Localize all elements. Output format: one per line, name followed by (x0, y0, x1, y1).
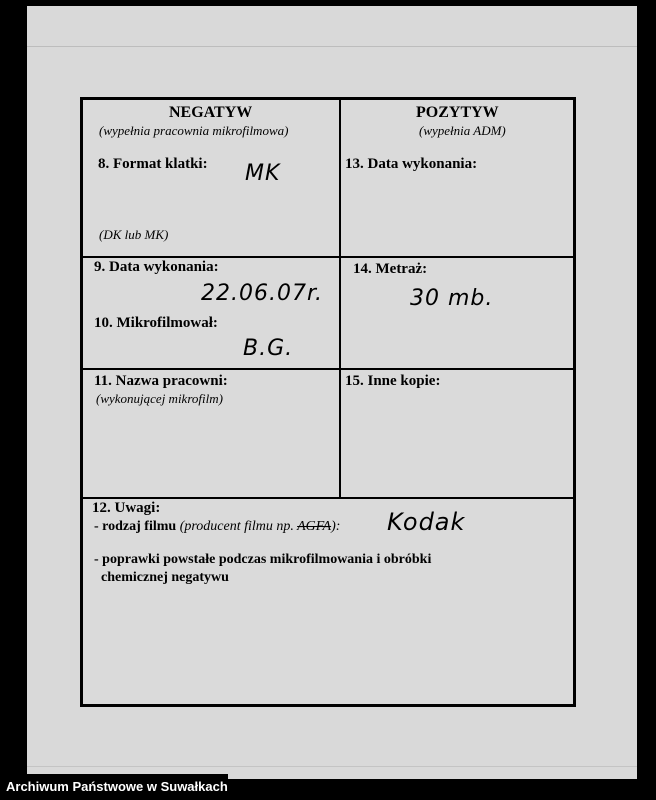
negatyw-title: NEGATYW (169, 104, 253, 121)
scan-line (27, 46, 637, 47)
inne-kopie-label: 15. Inne kopie: (345, 373, 441, 389)
archive-footer: Archiwum Państwowe w Suwałkach (0, 774, 228, 800)
format-klatki-label: 8. Format klatki: (98, 156, 208, 172)
data-wykonania-negatyw-label: 9. Data wykonania: (94, 259, 219, 275)
mikrofilmowal-label: 10. Mikrofilmował: (94, 315, 218, 331)
row-divider (83, 497, 573, 499)
column-divider (339, 100, 341, 498)
row-divider (83, 256, 573, 258)
pozytyw-title: POZYTYW (416, 104, 499, 121)
poprawki-line-1: - poprawki powstałe podczas mikrofilmowania i obróbki (94, 552, 432, 567)
metraz-label: 14. Metraż: (353, 261, 428, 277)
data-wykonania-pozytyw-label: 13. Data wykonania: (345, 156, 478, 172)
pozytyw-subtitle: (wypełnia ADM) (419, 123, 506, 138)
format-klatki-value: MK (245, 161, 281, 186)
negatyw-subtitle: (wypełnia pracownia mikrofilmowa) (99, 123, 289, 138)
uwagi-label: 12. Uwagi: (92, 500, 161, 516)
struck-example: AGFA (297, 519, 332, 534)
row-divider (83, 368, 573, 370)
rodzaj-filmu-line (94, 519, 340, 535)
poprawki-line-2: chemicznej negatywu (101, 570, 229, 585)
rodzaj-filmu-prefix: - rodzaj filmu (94, 519, 177, 534)
rodzaj-filmu-value: Kodak (387, 508, 466, 536)
nazwa-pracowni-label: 11. Nazwa pracowni: (94, 373, 228, 389)
metraz-value: 30 mb. (410, 286, 494, 311)
rodzaj-filmu-hint: (producent filmu np. AGFA): (179, 519, 341, 534)
mikrofilmowal-value: B.G. (243, 336, 294, 361)
microfilm-form (80, 97, 576, 707)
data-wykonania-negatyw-value: 22.06.07r. (201, 281, 323, 306)
format-klatki-hint: (DK lub MK) (99, 227, 169, 242)
scan-line (27, 766, 637, 767)
nazwa-pracowni-hint: (wykonującej mikrofilm) (96, 391, 223, 406)
